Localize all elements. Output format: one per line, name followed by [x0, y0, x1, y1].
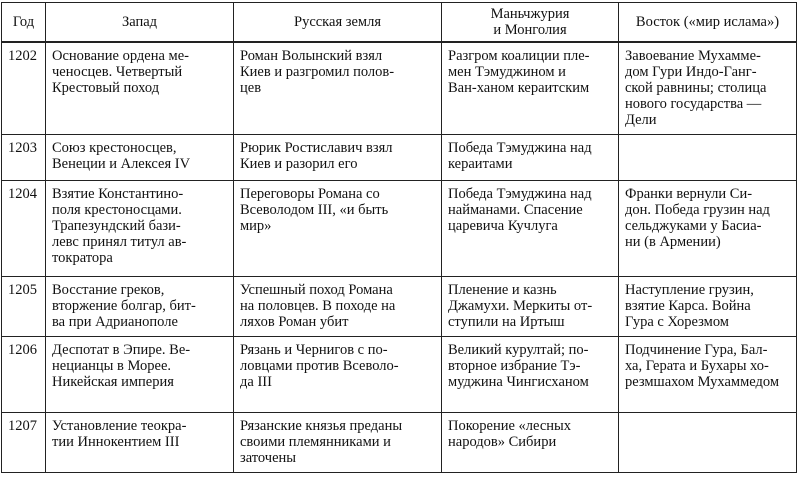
- year-cell: 1206: [2, 336, 46, 412]
- west-cell: Взятие Константино- поля крестоносцами. Трапезундский бази- левс принял титул ав- тократора: [46, 180, 234, 276]
- table-row: [2, 336, 797, 412]
- east-cell: Подчинение Гура, Бал- ха, Герата и Бухары хо- резмшахом Мухаммедом: [619, 336, 797, 412]
- mongolia-cell: Победа Тэмуджина над кераитами: [442, 134, 619, 180]
- east-cell: Наступление грузин, взятие Карса. Война Гура с Хорезмом: [619, 276, 797, 336]
- header-west: Запад: [46, 3, 234, 43]
- year-cell: 1202: [2, 42, 46, 134]
- year-cell: 1207: [2, 412, 46, 472]
- header-east: Восток («мир ислама»): [619, 3, 797, 43]
- table-row: [2, 42, 797, 134]
- east-cell: Завоевание Мухамме- дом Гури Индо-Ганг- ской равнины; столица нового государства — Дели: [619, 42, 797, 134]
- west-cell: Деспотат в Эпире. Ве- нецианцы в Морее. Никейская империя: [46, 336, 234, 412]
- mongolia-cell: Пленение и казнь Джамухи. Меркиты от- ступили на Иртыш: [442, 276, 619, 336]
- year-cell: 1203: [2, 134, 46, 180]
- rus-cell: Рязань и Чернигов с по- ловцами против Всеволо- да III: [234, 336, 442, 412]
- rus-cell: Успешный поход Романа на половцев. В походе на ляхов Роман убит: [234, 276, 442, 336]
- rus-cell: Рязанские князья преданы своими племянниками и заточены: [234, 412, 442, 472]
- mongolia-cell: Покорение «лесных народов» Сибири: [442, 412, 619, 472]
- rus-cell: Рюрик Ростиславич взял Киев и разорил его: [234, 134, 442, 180]
- header-year: Год: [2, 3, 46, 43]
- table-row: [2, 412, 797, 472]
- mongolia-cell: Победа Тэмуджина над найманами. Спасение царевича Кучлуга: [442, 180, 619, 276]
- west-cell: Восстание греков, вторжение болгар, бит- ва при Адрианополе: [46, 276, 234, 336]
- rus-cell: Переговоры Романа со Всеволодом III, «и быть мир»: [234, 180, 442, 276]
- year-cell: 1205: [2, 276, 46, 336]
- rus-cell: Роман Волынский взял Киев и разгромил полов- цев: [234, 42, 442, 134]
- west-cell: Союз крестоносцев, Венеции и Алексея IV: [46, 134, 234, 180]
- table-row: [2, 276, 797, 336]
- table-row: [2, 134, 797, 180]
- west-cell: Установление теокра- тии Иннокентием III: [46, 412, 234, 472]
- east-cell: Франки вернули Си- дон. Победа грузин над сельджуками у Басиа- ни (в Армении): [619, 180, 797, 276]
- header-mongolia: Маньчжурия и Монголия: [442, 3, 619, 43]
- chronology-table: [1, 2, 797, 473]
- mongolia-cell: Разгром коалиции пле- мен Тэмуджином и Ван-ханом кераитским: [442, 42, 619, 134]
- header-row: [2, 3, 797, 43]
- header-rus: Русская земля: [234, 3, 442, 43]
- west-cell: Основание ордена ме- ченосцев. Четвертый Крестовый поход: [46, 42, 234, 134]
- east-cell: [619, 134, 797, 180]
- mongolia-cell: Великий курултай; по- вторное избрание Тэ- муджина Чингисханом: [442, 336, 619, 412]
- table-row: [2, 180, 797, 276]
- east-cell: [619, 412, 797, 472]
- year-cell: 1204: [2, 180, 46, 276]
